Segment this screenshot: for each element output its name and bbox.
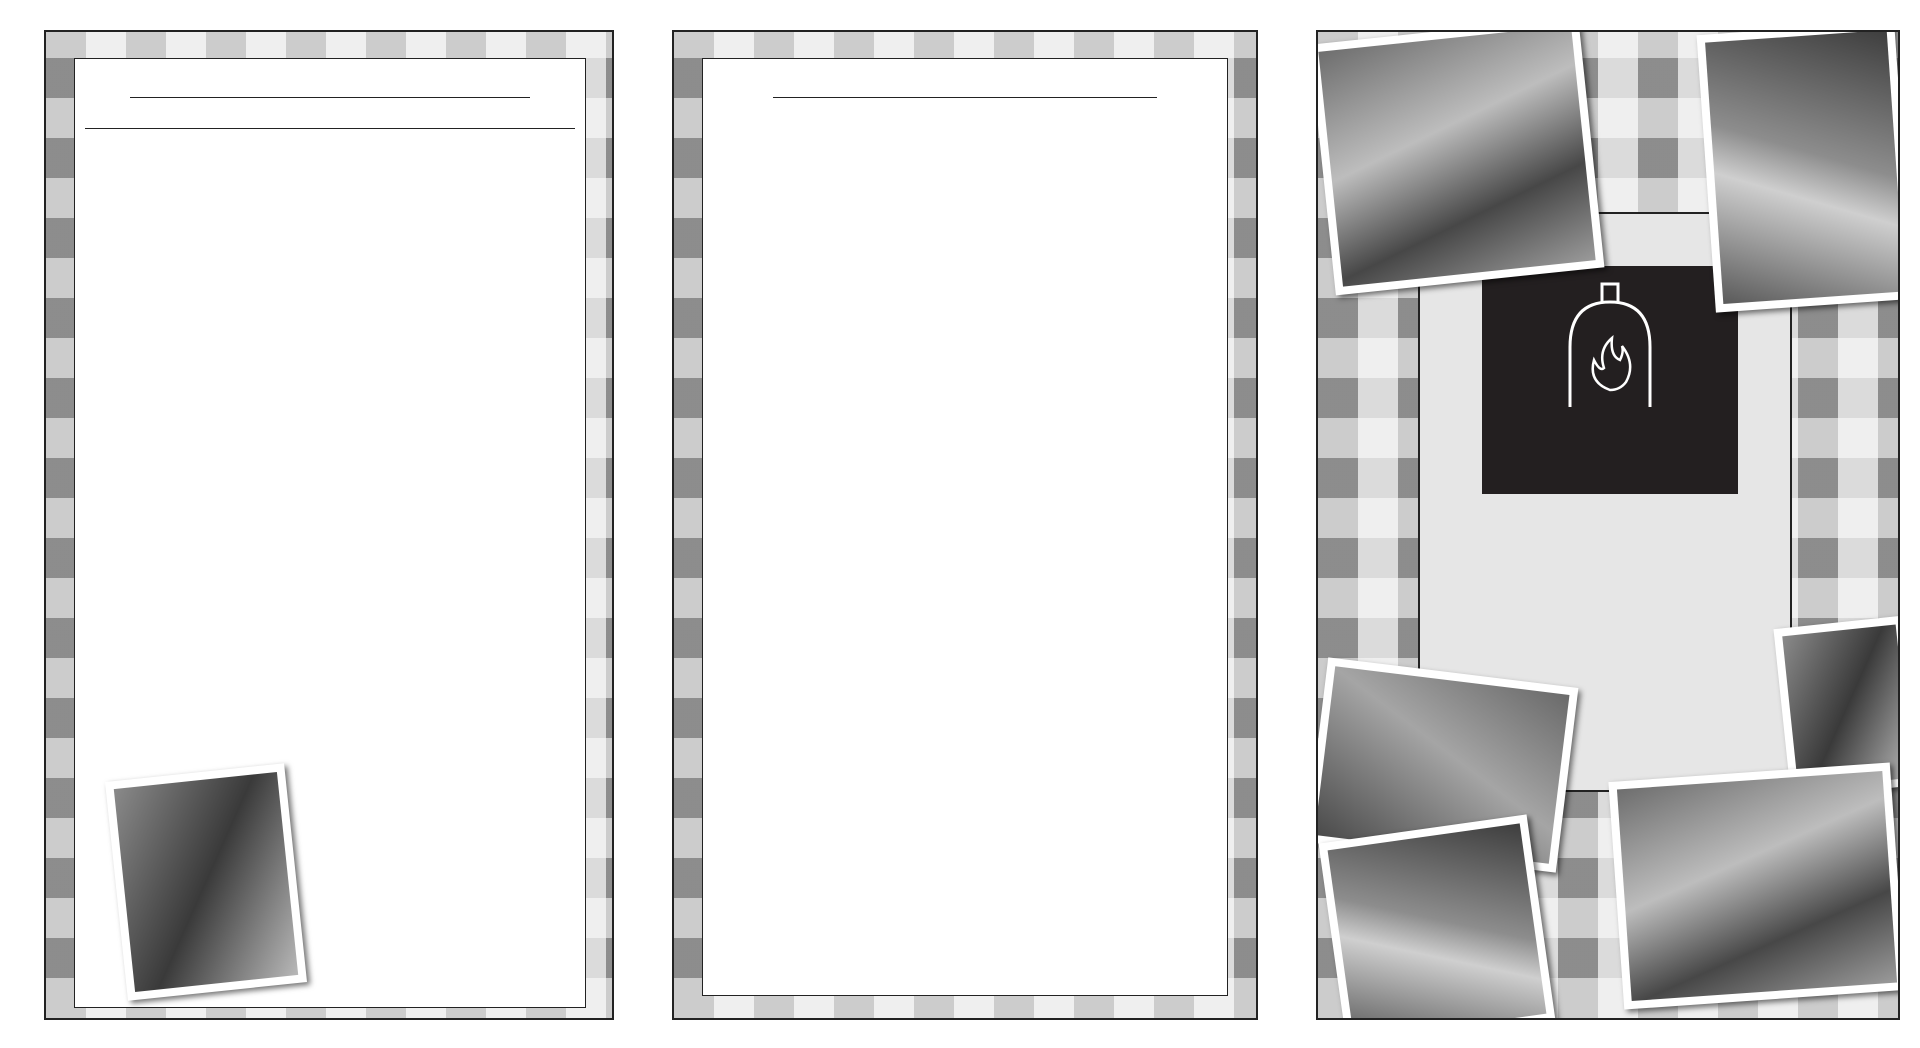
vintage-motorcycle-photo	[105, 763, 307, 1001]
car-photo	[1319, 814, 1556, 1020]
garden-photo	[1697, 30, 1900, 313]
left-menu-panel	[44, 30, 614, 1020]
right-cover-panel	[1316, 30, 1900, 1020]
motorcycle-photo-icon	[114, 772, 298, 992]
wood-fire-rule	[130, 97, 530, 98]
oven-flame-icon	[1550, 282, 1670, 412]
middle-menu-sheet	[702, 58, 1228, 996]
middle-menu-panel	[672, 30, 1258, 1020]
premium-toppings	[305, 873, 585, 881]
favorites-rule	[773, 97, 1157, 98]
ny-style-rule	[85, 128, 575, 129]
feast-photo-icon	[1617, 771, 1897, 1001]
family-photo	[1316, 30, 1604, 295]
garden-photo-icon	[1705, 30, 1900, 304]
logo-box	[1482, 266, 1738, 494]
car-photo-icon	[1328, 823, 1547, 1020]
family-photo-icon	[1318, 30, 1595, 287]
kids-item-row	[715, 160, 1183, 180]
kids-item-row	[715, 122, 1183, 142]
kids-menu-list	[703, 122, 1195, 180]
cover-details	[1418, 506, 1792, 524]
feast-photo	[1608, 762, 1900, 1009]
